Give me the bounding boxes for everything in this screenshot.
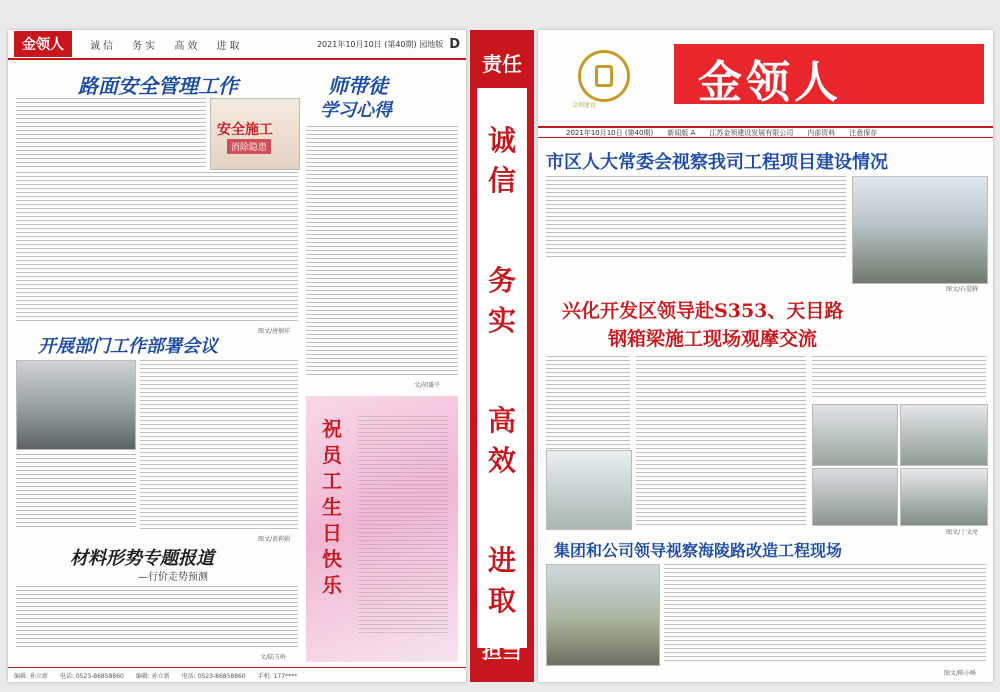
company-logo-icon [578,50,630,102]
article1-image [210,98,300,170]
article2-subheadline: 学习心得 [320,100,392,121]
footer-item: 编辑: 孙立新 [135,672,170,680]
info-date: 2021年10月10日 (第40期) [566,128,654,137]
article3-byline: 图文/黄莉娟 [258,536,291,543]
article2-byline: 文/胡谦平 [414,382,441,389]
newspaper-title: 金领人 [698,57,842,108]
rightC-photo [546,564,660,666]
left-masthead [8,30,466,60]
right-info-bar [538,126,993,138]
info-company: 江苏金领建设发展有限公司 [709,128,794,137]
article1-image-line1: 安全施工 [217,122,273,138]
spine-char: 高 [487,404,516,437]
rightB-photo-3 [900,404,988,466]
info-edition: 新闻版 A [667,128,696,137]
rightB-headline-line2: 钢箱梁施工现场观摩交流 [608,328,818,350]
rightC-text [664,564,986,664]
rightB-photo-1 [546,450,632,530]
spine-char: 实 [487,304,516,337]
right-page [538,30,993,682]
article1-image-line2: 消除隐患 [227,139,271,154]
rightA-photo [852,176,988,284]
spine-char: 取 [487,584,516,617]
info-internal: 内部资料 [807,128,836,137]
right-masthead [538,30,993,125]
left-issue: 2021年10月10日 (第40期) 园地版 [316,39,444,49]
company-logo-text: 金领建设 [572,102,597,109]
spine-char: 效 [487,444,516,477]
footer-item: 电话: 0523-86858860 [59,672,124,680]
article4-text [16,586,298,648]
left-slogan: 诚信 务实 高效 进取 [90,40,243,52]
rightA-caption: 图文/石爱腾 [946,286,979,293]
article3-text-b [16,454,136,530]
spine-bottom-label: 担当 [482,639,522,663]
article2-headline: 师带徒 [328,74,388,98]
left-footer [8,667,466,682]
article3-headline: 开展部门工作部署会议 [38,336,218,357]
spine-char: 务 [487,264,516,297]
birthday-names [358,416,448,636]
rightB-photo-2 [812,404,898,466]
spine-char: 信 [487,164,516,197]
footer-item: 手机: 177**** [257,672,298,680]
spine-char: 进 [487,544,516,577]
article4-subheadline: —行价走势预测 [138,572,208,583]
left-logo: 金领人 [14,31,72,57]
article3-photo [16,360,136,450]
rightA-headline: 市区人大常委会视察我司工程项目建设情况 [546,152,888,173]
left-edition: D [449,36,460,52]
article1-byline: 图文/唐炯祥 [258,328,291,335]
spine-char: 诚 [487,124,516,157]
article1-text-b [16,172,298,322]
spine-slogan-box [477,88,527,648]
spine-top-label: 责任 [482,52,522,76]
rightA-text [546,176,846,260]
rightB-headline-line1: 兴化开发区领导赴S353、天目路 [562,300,844,322]
left-page [8,30,466,682]
rightB-text-b [636,356,806,528]
center-spine [470,30,534,682]
birthday-title: 祝员工生日快乐 [322,417,342,597]
rightB-photo-4 [812,468,898,526]
article1-headline: 路面安全管理工作 [78,74,238,98]
rightB-photo-5 [900,468,988,526]
footer-item: 电话: 0523-86858860 [181,672,246,680]
birthday-panel [306,396,458,662]
footer-item: 编辑: 孙立新 [14,672,48,680]
rightB-caption: 图文/丁文亮 [946,529,979,536]
article3-text-a [140,360,298,530]
rightC-headline: 集团和公司领导视察海陵路改造工程现场 [554,541,843,560]
article4-byline: 文/陆玉岭 [260,654,287,661]
info-keep: 注意保存 [849,128,878,137]
rightB-text-c [812,356,986,400]
article1-text-a [16,98,206,168]
article4-headline: 材料形势专题报道 [70,548,214,569]
article2-text [306,126,458,376]
rightC-caption: 图文/陈小峰 [944,670,977,677]
